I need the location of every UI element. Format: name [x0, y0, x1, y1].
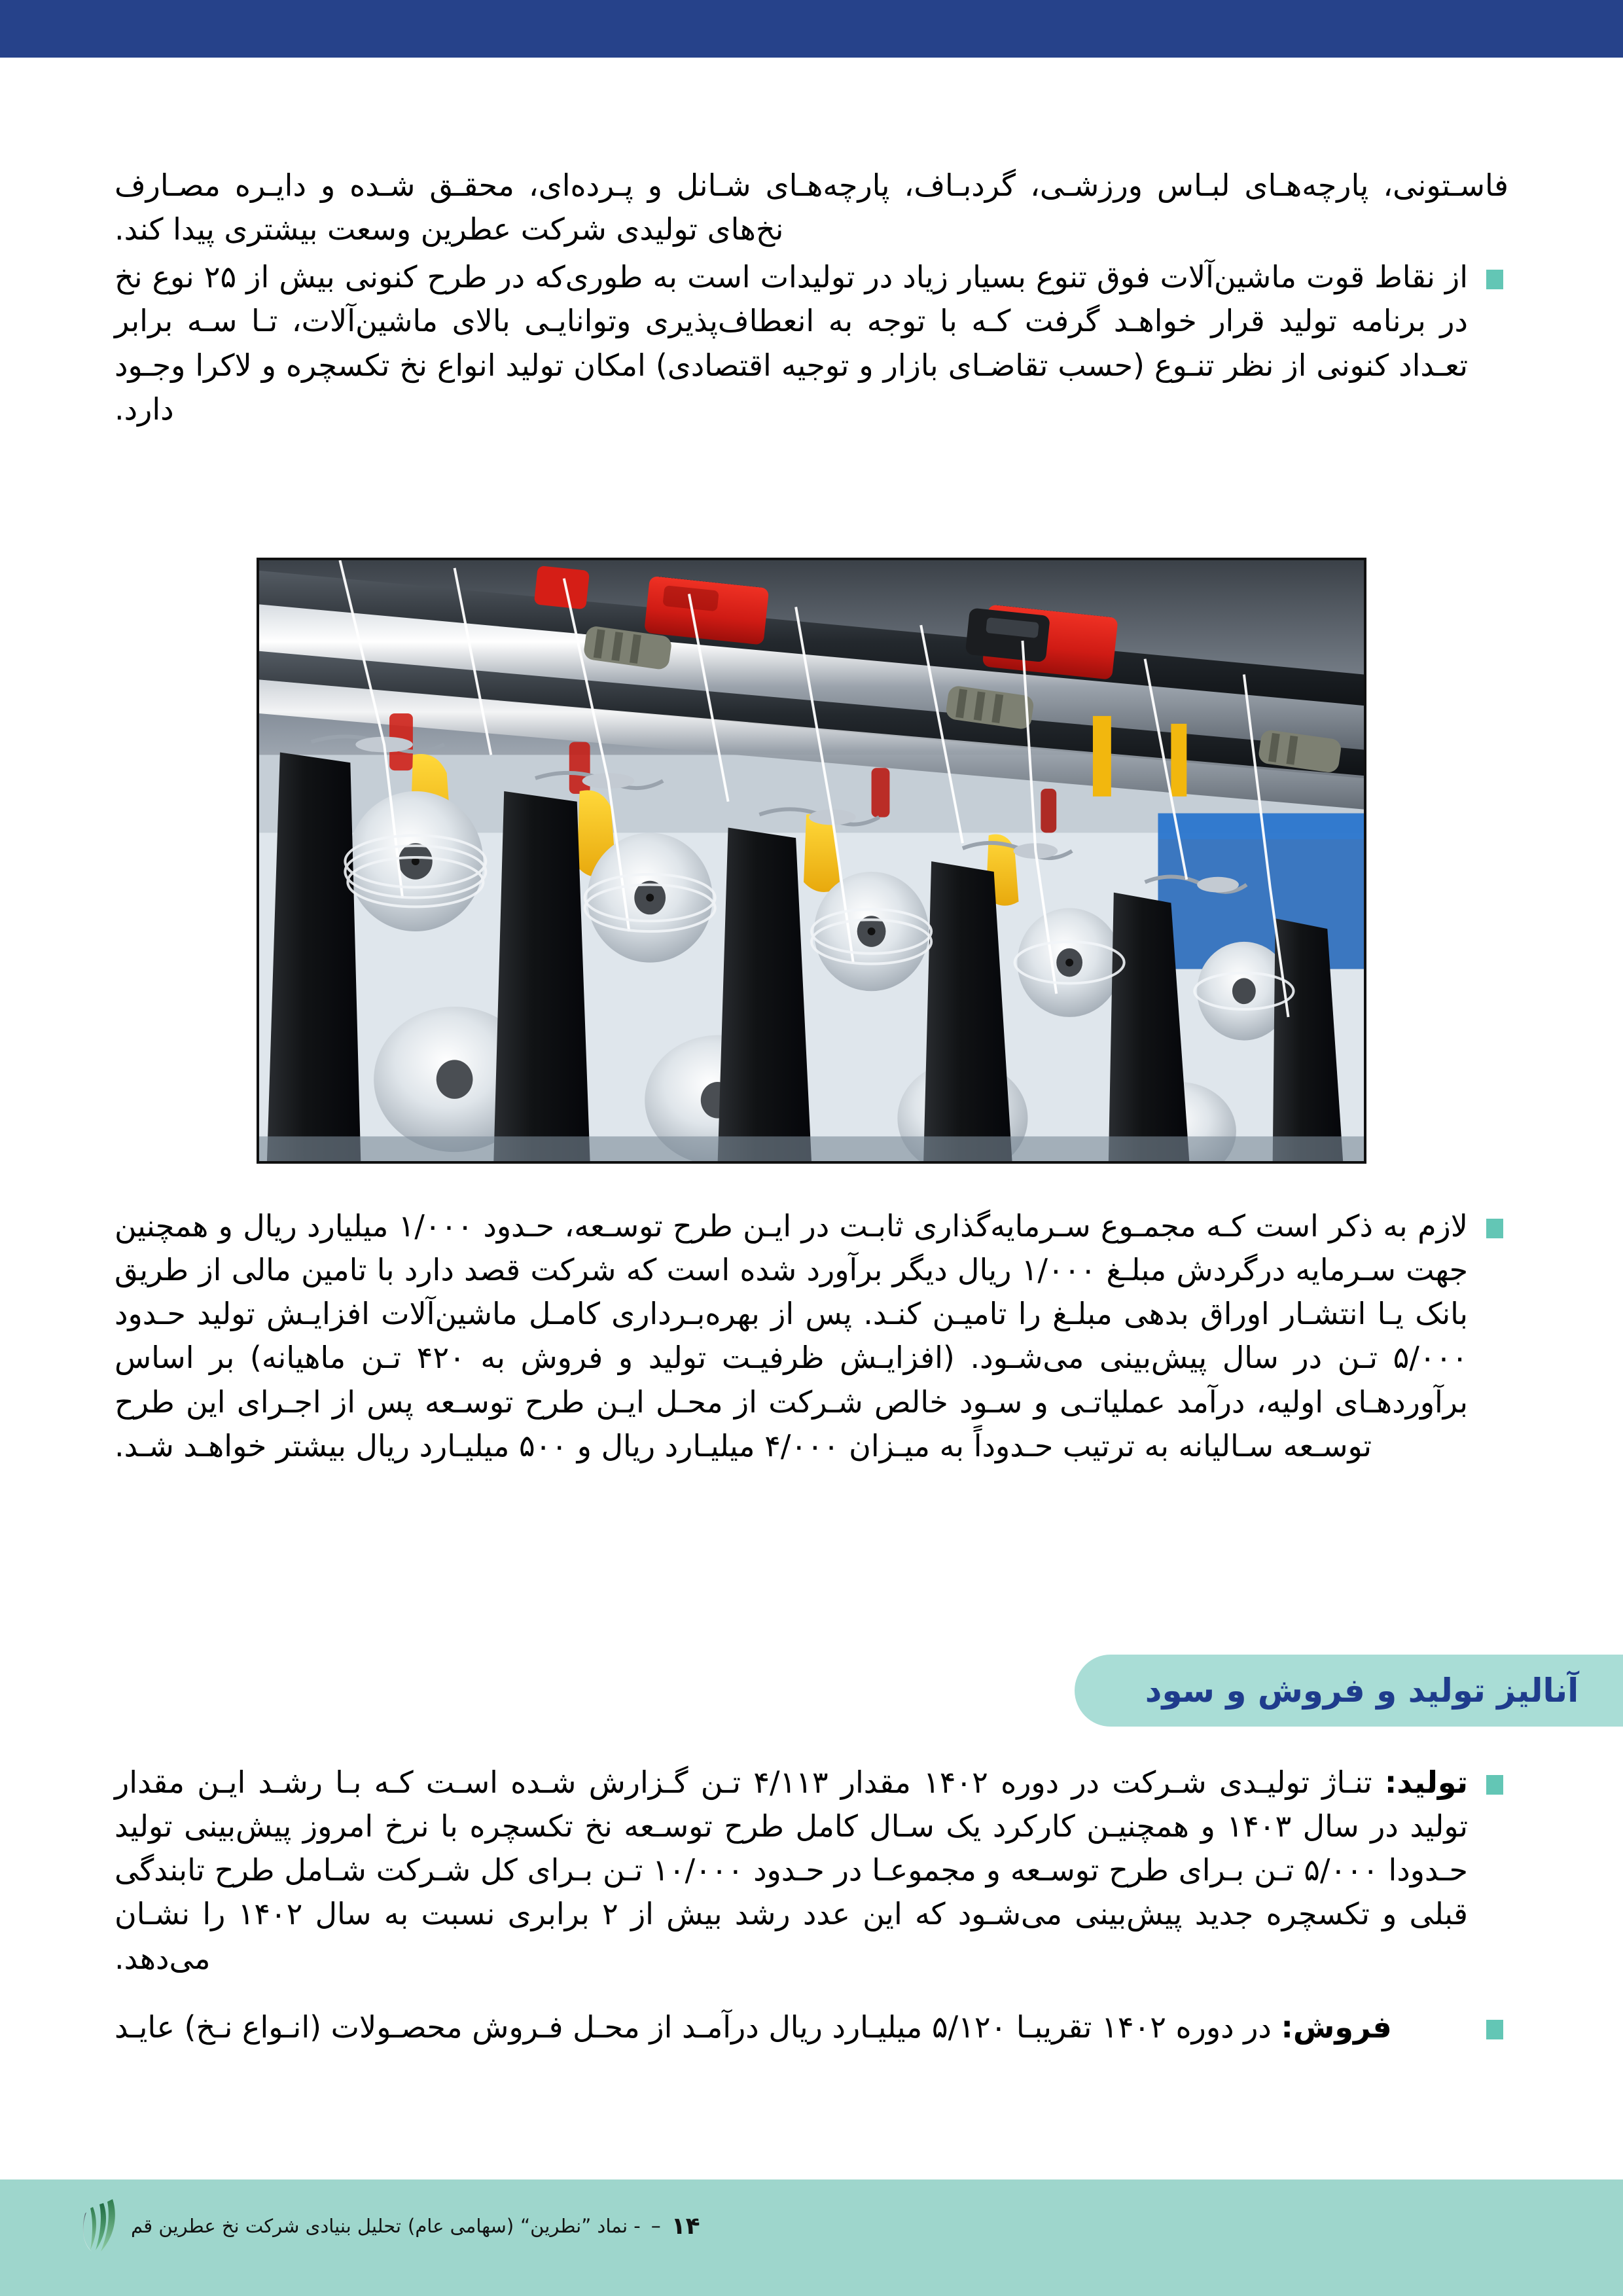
square-bullet-icon: [1486, 1219, 1503, 1238]
footer-dash: –: [651, 2214, 661, 2238]
footer-title-after: - نماد ”نطرین“: [520, 2215, 641, 2237]
content-column: [115, 164, 1508, 437]
bullet-item-1: [115, 255, 1508, 431]
production-body-text: تنـاژ تولیـدی شـرکت در دوره ۱۴۰۲ مقدار ۴/۱۱۳ تـن گـزارش شـده اسـت کـه بـا رشـد ایـن مقدار تولید در سال ۱۴۰۳ و همچنیـن کارکرد یک سـال کامل طرح توسـعه نخ تکسچره با نرخ امروز پیش‌بینی تولید حـدودا ۵/۰۰۰ تـن بـرای طرح توسـعه و مجموعـا در حـدود ۱۰/۰۰۰ تـن بـرای کل شـرکت شـامل طرح تابندگی قبلی و تکسچره جدید پیش‌بینی می‌شـود که این عدد رشد بیش از ۲ برابری نسبت به سال ۱۴۰۲ را نشـان می‌دهد.: [115, 1765, 1468, 1976]
intro-paragraph: فاسـتونی، پارچه‌هـای لبـاس ورزشـی، گردبـاف، پارچه‌هـای شـانل و پـرده‌ای، محقـق شـده و دایـره مصـارف نخ‌های تولیدی شرکت عطرین وسعت بیشتری پیدا کند.: [115, 168, 1508, 247]
page-footer: [0, 2179, 1623, 2296]
footer-title-before: تحلیل بنیادی شرکت نخ عطرین قم: [131, 2215, 401, 2237]
section-heading-analysis: [1075, 1655, 1623, 1727]
square-bullet-icon: [1486, 1775, 1503, 1795]
square-bullet-icon: [1486, 2020, 1503, 2039]
sales-body-text: در دوره ۱۴۰۲ تقریبـا ۵/۱۲۰ میلیـارد ریال درآمـد از محـل فـروش محصـولات (انـواع نـخ) عایـد: [115, 2009, 1272, 2045]
square-bullet-icon: [1486, 270, 1503, 289]
machinery-photo: [257, 558, 1366, 1164]
footer-page-number: ۱۴: [671, 2212, 700, 2240]
content-column-analysis: [115, 1761, 1508, 2054]
section-heading-label: آنالیز تولید و فروش و سود: [1145, 1672, 1579, 1710]
content-column-lower: [115, 1204, 1508, 1473]
machinery-illustration: [259, 560, 1364, 1161]
sales-lead-label: فروش:: [1281, 2009, 1392, 2045]
bullet-1-text: از نقاط قوت ماشین‌آلات فوق تنوع بسیار زیاد در تولیدات است به طوری‌که در طرح کنونی بیش از ۲۵ نوع نخ در برنامه تولید قرار خواهـد گرفت کـه با توجه به انعطاف‌پذیری وتوانایـی بالای ماشین‌آلات، تـا سـه برابر تعـداد کنونی از نظر تنـوع (حسب تقاضـای بازار و توجیه اقتصادی) امکان تولید انواع نخ تکسچره و لاکرا وجـود دارد.: [115, 259, 1468, 427]
footer-content: [79, 2198, 700, 2254]
bullet-3-text: [115, 1761, 1468, 1981]
top-blue-band: [0, 0, 1623, 58]
bullet-item-2: [115, 1204, 1508, 1468]
production-lead-label: تولید:: [1384, 1765, 1468, 1800]
bullet-item-sales: [115, 2005, 1508, 2049]
bullet-4-text: [115, 2005, 1468, 2049]
bullet-item-production: [115, 1761, 1508, 1981]
bullet-2-text: لازم به ذکر است کـه مجمـوع سـرمایه‌گذاری ثابـت در ایـن طرح توسـعه، حـدود ۱/۰۰۰ میلیارد ریال و همچنین جهت سـرمایه درگردش مبلـغ ۱/۰۰۰ ریال دیگر برآورد شده است که شرکت قصد دارد با تامین مالی از طریق بانک یـا انتشـار اوراق بدهی مبلـغ را تامیـن کنـد. پس از بهره‌بـرداری کامـل ماشین‌آلات افزایـش تولید حـدود ۵/۰۰۰ تـن در سال پیش‌بینی می‌شـود. (افزایـش ظرفیـت تولید و فروش به ۴۲۰ تـن ماهیانه) بر اساس برآوردهـای اولیه، درآمد عملیاتـی و سـود خالص شـرکت از محـل ایـن طرح توسـعه پس از اجـرای این طرح توسـعه سـالیانه به ترتیب حـدوداً به میـزان ۴/۰۰۰ میلیـارد ریال و ۵۰۰ میلیـارد ریال بیشتر خواهـد شـد.: [115, 1208, 1469, 1463]
footer-title-paren: (سهامی عام): [408, 2215, 514, 2237]
leaf-logo: [79, 2198, 124, 2254]
